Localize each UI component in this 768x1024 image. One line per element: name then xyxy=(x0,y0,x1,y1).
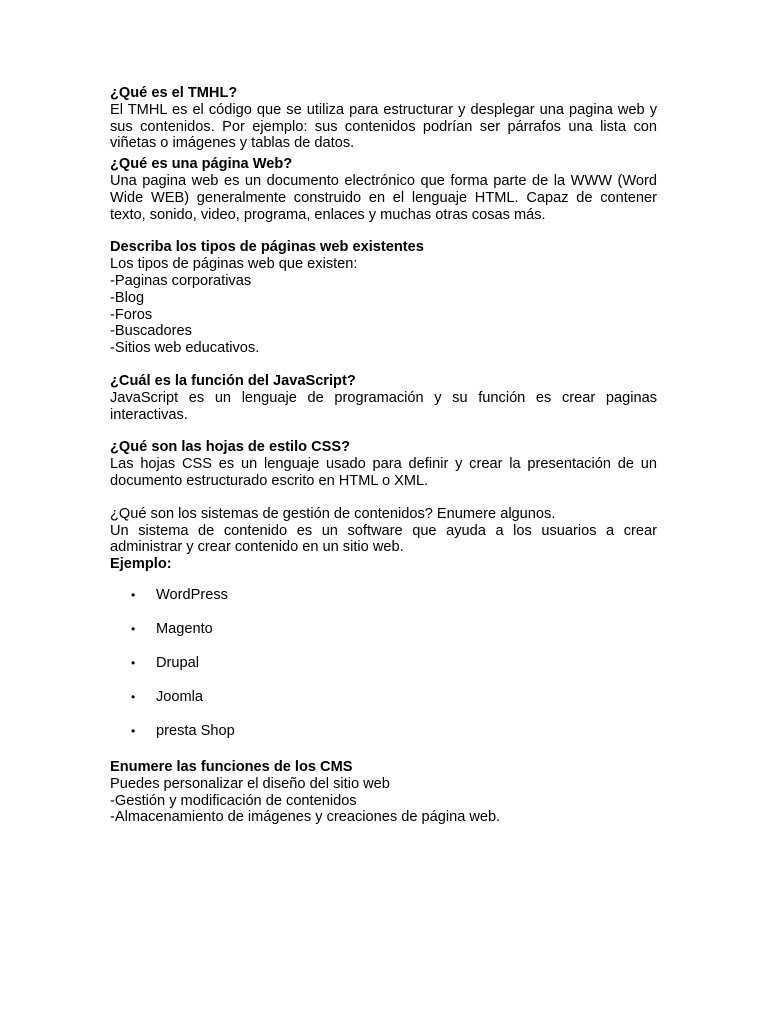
list-item xyxy=(110,689,657,706)
webpage-type-item: -Blog xyxy=(110,289,145,306)
bullet-icon: • xyxy=(131,621,136,636)
cms-function-item: Puedes personalizar el diseño del sitio web xyxy=(110,775,390,792)
webpage-type-item: -Foros xyxy=(110,306,153,323)
list-item xyxy=(110,655,657,672)
webpage-type-item: -Buscadores xyxy=(110,323,192,340)
cms-function-item: -Almacenamiento de imágenes y creaciones de página web. xyxy=(110,809,501,826)
bullet-icon: • xyxy=(131,587,136,602)
webpage-types-intro: Los tipos de páginas web que existen: xyxy=(110,256,358,273)
document-page xyxy=(110,85,657,826)
heading-css: ¿Qué son las hojas de estilo CSS? xyxy=(110,439,351,456)
paragraph-javascript: JavaScript es un lenguaje de programación y su función es crear paginas interactivas. xyxy=(110,389,657,423)
heading-what-is-webpage: ¿Qué es una página Web? xyxy=(110,156,293,173)
bullet-icon: • xyxy=(131,723,136,738)
heading-javascript-function: ¿Cuál es la función del JavaScript? xyxy=(110,372,356,389)
list-item xyxy=(110,723,657,740)
cms-example-label: WordPress xyxy=(156,586,228,603)
list-item xyxy=(110,587,657,604)
cms-example-label: Magento xyxy=(156,620,213,637)
paragraph-cms: Un sistema de contenido es un software que ayuda a los usuarios a crear administrar y crear contenido en un sitio web. xyxy=(110,522,657,556)
cms-example-label: Drupal xyxy=(156,654,199,671)
cms-example-label: presta Shop xyxy=(156,722,235,739)
paragraph-tmhl: El TMHL es el código que se utiliza para estructurar y desplegar una pagina web y sus contenidos. Por ejemplo: sus contenidos podrían ser párrafos una lista con viñetas o imágenes y tablas de datos. xyxy=(110,101,657,152)
paragraph-css: Las hojas CSS es un lenguaje usado para definir y crear la presentación de un documento estructurado escrito en HTML o XML. xyxy=(110,456,657,489)
webpage-type-item: -Paginas corporativas xyxy=(110,272,252,289)
example-label: Ejemplo: xyxy=(110,556,172,573)
cms-example-label: Joomla xyxy=(156,688,204,705)
bullet-icon: • xyxy=(131,655,136,670)
paragraph-webpage: Una pagina web es un documento electrónico que forma parte de la WWW (Word Wide WEB) generalmente construido en el lenguaje HTML. Capaz de contener texto, sonido, video, programa, enlaces y muchas otras cosas más. xyxy=(110,172,657,223)
heading-cms-functions: Enumere las funciones de los CMS xyxy=(110,758,353,775)
webpage-type-item: -Sitios web educativos. xyxy=(110,340,260,357)
heading-what-is-tmhl: ¿Qué es el TMHL? xyxy=(110,85,238,101)
bullet-icon: • xyxy=(131,689,136,704)
heading-webpage-types: Describa los tipos de páginas web existentes xyxy=(110,239,424,256)
question-cms: ¿Qué son los sistemas de gestión de contenidos? Enumere algunos. xyxy=(110,505,556,522)
list-item xyxy=(110,621,657,638)
cms-example-list xyxy=(110,587,657,740)
cms-function-item: -Gestión y modificación de contenidos xyxy=(110,792,357,809)
